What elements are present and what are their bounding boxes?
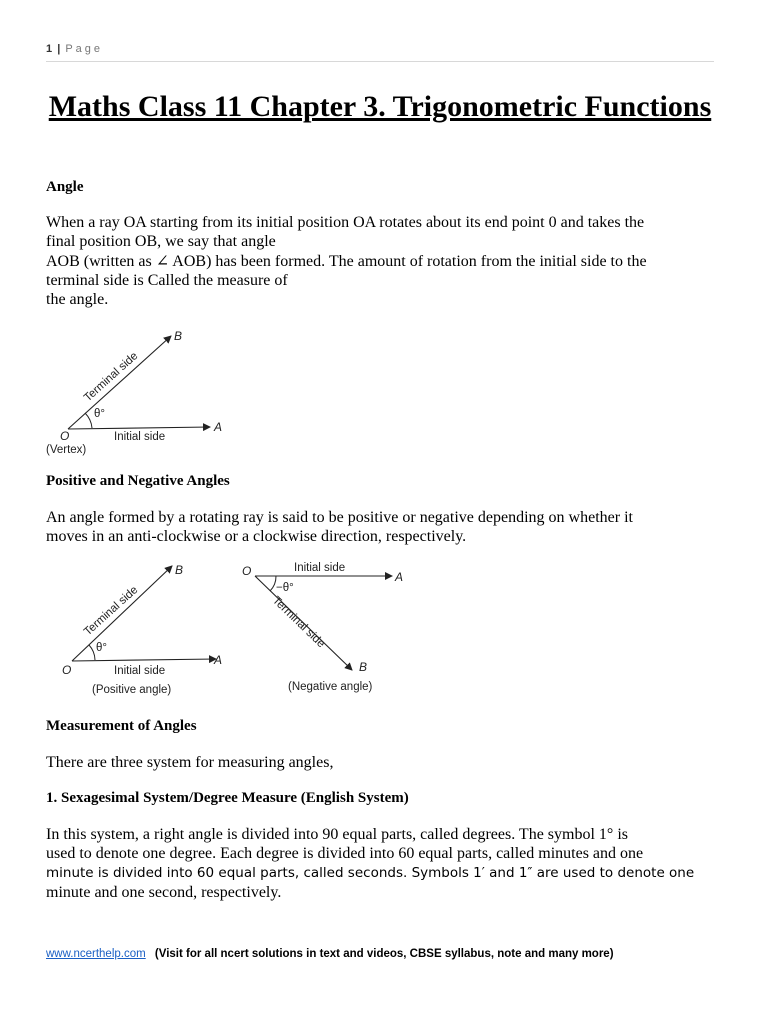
negative-point-a-label: A (395, 570, 404, 584)
paragraph-line: minute is divided into 60 equal parts, called seconds. Symbols 1′ and 1″ are used to denote one (46, 864, 695, 881)
point-b-label: B (174, 329, 183, 343)
positive-initial-ray (72, 659, 216, 661)
footer-website-link[interactable]: www.ncerthelp.com (46, 948, 146, 960)
paragraph-line: An angle formed by a rotating ray is said to be positive or negative depending on whether it (46, 509, 633, 526)
negative-angle-caption: (Negative angle) (288, 681, 373, 693)
paragraph-sexagesimal (46, 825, 718, 902)
terminal-side-label: Terminal side (81, 349, 141, 405)
angle-arc (85, 413, 92, 428)
point-a-label: A (214, 420, 223, 434)
paragraph-line: moves in an anti-clockwise or a clockwise direction, respectively. (46, 528, 467, 546)
negative-angle-figure (242, 562, 403, 693)
positive-point-a-label: A (214, 653, 223, 667)
page-header (46, 43, 714, 62)
positive-angle-figure (62, 563, 222, 696)
negative-initial-label: Initial side (294, 562, 346, 574)
paragraph-line: minute and one second, respectively. (46, 883, 282, 901)
paragraph-line: used to denote one degree. Each degree is divided into 60 equal parts, called minutes and one (46, 845, 644, 863)
positive-terminal-ray (72, 566, 172, 661)
theta-label: θ° (94, 408, 105, 420)
heading-sexagesimal-system: 1. Sexagesimal System/Degree Measure (English System) (46, 790, 409, 806)
paragraph-line: AOB (written as ∠ AOB) has been formed. The amount of rotation from the initial side to the (46, 252, 647, 270)
paragraph-line: final position OB, we say that angle (46, 233, 276, 251)
page-number: 1 (46, 43, 53, 55)
paragraph-line: In this system, a right angle is divided into 90 equal parts, called degrees. The symbol 1° is (46, 826, 628, 843)
page-footer (46, 948, 746, 960)
positive-negative-angle-diagram (40, 556, 420, 704)
heading-angle: Angle (46, 179, 84, 195)
heading-measurement-of-angles: Measurement of Angles (46, 718, 197, 734)
negative-point-o-label: O (242, 564, 252, 578)
positive-point-o-label: O (62, 663, 72, 677)
angle-diagram (40, 322, 240, 460)
positive-angle-caption: (Positive angle) (92, 684, 172, 696)
paragraph-measurement (46, 753, 718, 772)
positive-terminal-label: Terminal side (81, 583, 141, 639)
positive-initial-label: Initial side (114, 665, 166, 677)
negative-terminal-label: Terminal side (269, 594, 327, 651)
vertex-label: (Vertex) (46, 444, 87, 456)
paragraph-line: terminal side is Called the measure of (46, 271, 288, 289)
paragraph-angle (46, 213, 718, 309)
point-o-label: O (60, 429, 70, 443)
positive-angle-arc (89, 645, 95, 660)
paragraph-positive-negative (46, 508, 718, 547)
initial-side-ray (68, 427, 210, 429)
positive-point-b-label: B (175, 563, 184, 577)
paragraph-line: When a ray OA starting from its initial position OA rotates about its end point 0 and takes the (46, 214, 645, 231)
terminal-side-ray (68, 336, 171, 429)
paragraph-line: There are three system for measuring angles, (46, 754, 334, 771)
page-label: Page (65, 43, 104, 55)
paragraph-line: the angle. (46, 291, 109, 309)
initial-side-label: Initial side (114, 431, 166, 443)
heading-positive-negative-angles: Positive and Negative Angles (46, 473, 230, 489)
page-title: Maths Class 11 Chapter 3. Trigonometric Functions (48, 90, 712, 123)
page-separator: | (57, 43, 61, 55)
negative-theta-label: −θ° (276, 582, 294, 594)
positive-theta-label: θ° (96, 642, 107, 654)
negative-point-b-label: B (359, 660, 368, 674)
footer-note: (Visit for all ncert solutions in text and videos, CBSE syllabus, note and many more) (154, 948, 614, 960)
